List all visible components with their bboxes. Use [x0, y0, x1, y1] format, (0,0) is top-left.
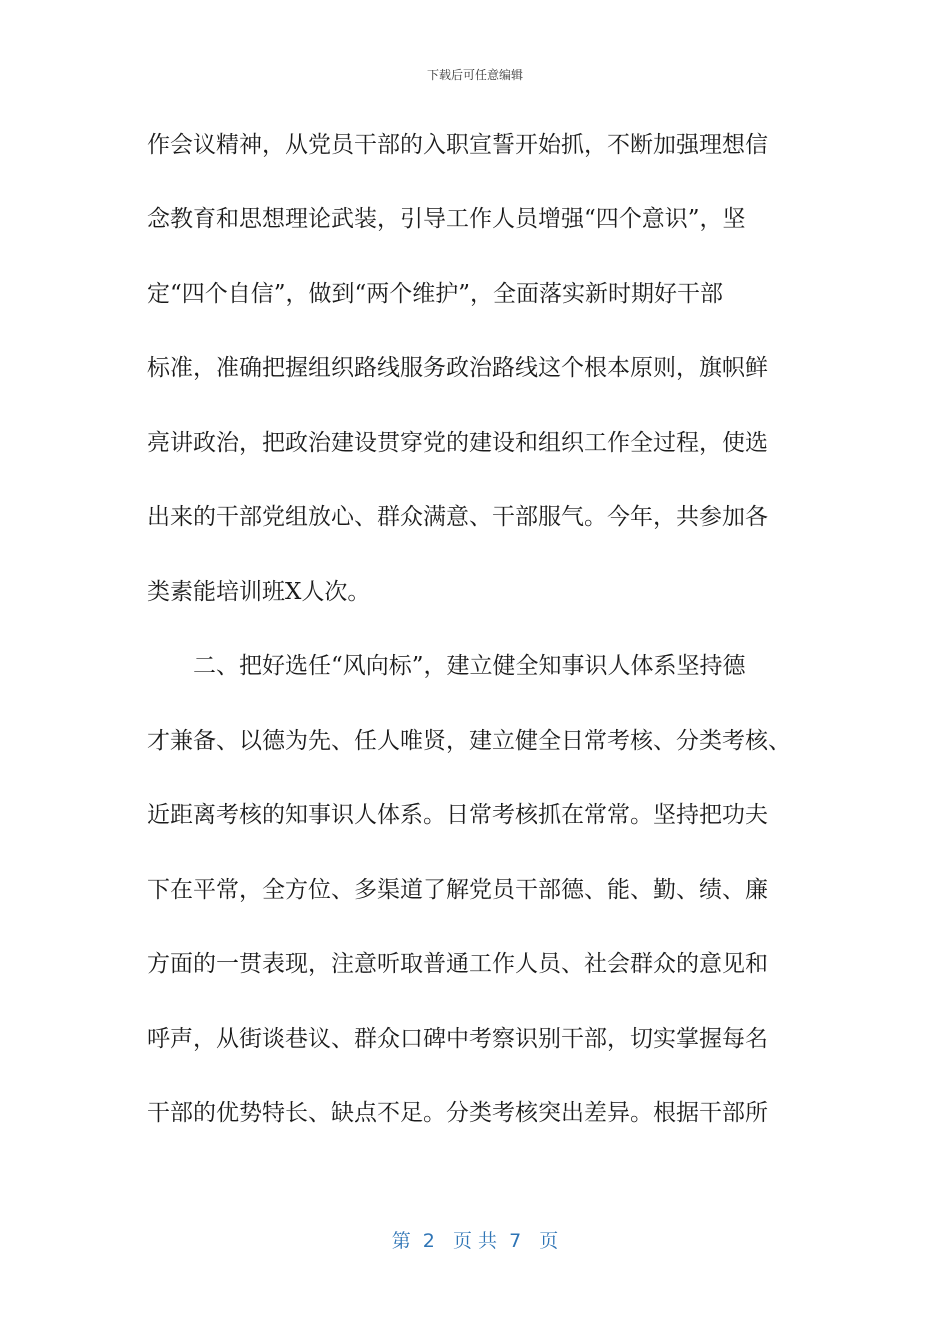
- text-line: 呼声，从街谈巷议、群众口碑中考察识别干部，切实掌握每名: [147, 1026, 768, 1052]
- page-header: 下载后可任意编辑: [426, 68, 523, 82]
- text-line: 念教育和思想理论武装，引导工作人员增强“四个意识”，坚: [147, 206, 746, 232]
- text-line: 亮讲政治，把政治建设贯穿党的建设和组织工作全过程，使选: [147, 430, 768, 456]
- text-line: 出来的干部党组放心、群众满意、干部服气。今年，共参加各: [147, 504, 768, 530]
- text-line: 才兼备、以德为先、任人唯贤，建立健全日常考核、分类考核、: [147, 728, 791, 754]
- page-footer: [0, 1226, 950, 1253]
- text-line: 下在平常，全方位、多渠道了解党员干部德、能、勤、绩、廉: [147, 877, 768, 903]
- text-line: 标准，准确把握组织路线服务政治路线这个根本原则，旗帜鲜: [147, 355, 768, 381]
- text-line: 二、把好选任“风向标”，建立健全知事识人体系坚持德: [147, 653, 746, 679]
- text-line: 近距离考核的知事识人体系。日常考核抓在常常。坚持把功夫: [147, 802, 768, 828]
- text-line: 定“四个自信”，做到“两个维护”，全面落实新时期好干部: [147, 281, 724, 307]
- page-number: 第 2 页 共 7 页: [391, 1230, 559, 1252]
- text-line: 干部的优势特长、缺点不足。分类考核突出差异。根据干部所: [147, 1100, 768, 1126]
- text-line: 类素能培训班X人次。: [147, 579, 371, 605]
- text-line: 作会议精神，从党员干部的入职宣誓开始抓，不断加强理想信: [147, 132, 768, 158]
- text-line: 方面的一贯表现，注意听取普通工作人员、社会群众的意见和: [147, 951, 768, 977]
